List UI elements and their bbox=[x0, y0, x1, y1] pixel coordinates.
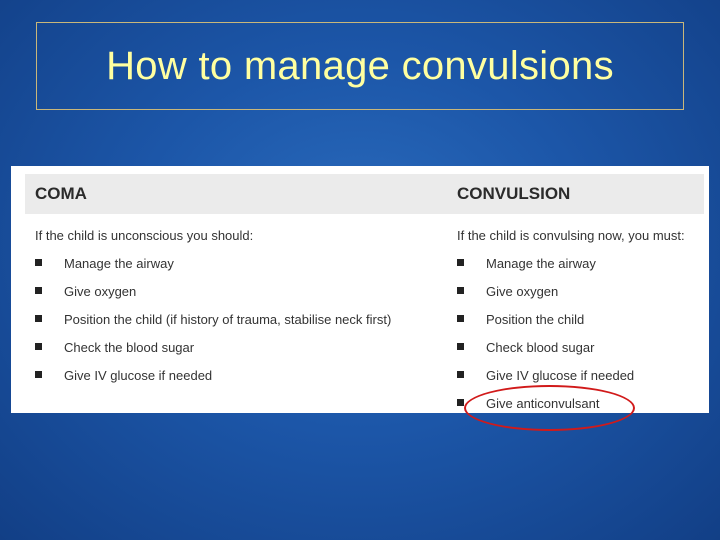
bullet-icon bbox=[457, 343, 464, 350]
highlight-circle bbox=[464, 385, 635, 431]
list-item bbox=[35, 312, 392, 340]
bullet-icon bbox=[457, 371, 464, 378]
list-item-text: Give anticonvulsant bbox=[486, 396, 600, 411]
bullet-icon bbox=[457, 287, 464, 294]
list-item-text: Position the child bbox=[486, 312, 585, 327]
slide-title: How to manage convulsions bbox=[106, 43, 614, 88]
list-item bbox=[457, 284, 685, 312]
coma-column bbox=[35, 174, 392, 396]
bullet-icon bbox=[35, 315, 42, 322]
list-item-text: Give IV glucose if needed bbox=[64, 368, 213, 383]
list-item bbox=[457, 256, 685, 284]
list-item-text: Check the blood sugar bbox=[64, 340, 195, 355]
list-item-text: Position the child (if history of trauma, stabilise neck first) bbox=[64, 312, 392, 327]
title-box bbox=[36, 22, 684, 110]
list-item-text: Give IV glucose if needed bbox=[486, 368, 635, 383]
list-item bbox=[35, 368, 253, 396]
convulsion-intro: If the child is convulsing now, you must: bbox=[457, 228, 685, 243]
bullet-icon bbox=[457, 399, 464, 406]
bullet-icon bbox=[35, 259, 42, 266]
list-item bbox=[35, 284, 253, 312]
bullet-icon bbox=[35, 287, 42, 294]
convulsion-heading: CONVULSION bbox=[457, 184, 571, 203]
bullet-icon bbox=[457, 259, 464, 266]
bullet-icon bbox=[35, 371, 42, 378]
bullet-icon bbox=[457, 315, 464, 322]
list-item-text: Give oxygen bbox=[486, 284, 559, 299]
coma-list bbox=[35, 256, 392, 396]
list-item-text: Give oxygen bbox=[64, 284, 137, 299]
list-item bbox=[457, 312, 685, 340]
list-item-text: Manage the airway bbox=[486, 256, 596, 271]
list-item-text: Check blood sugar bbox=[486, 340, 595, 355]
list-item-text: Manage the airway bbox=[64, 256, 174, 271]
coma-heading: COMA bbox=[35, 184, 87, 203]
list-item bbox=[35, 340, 253, 368]
coma-intro: If the child is unconscious you should: bbox=[35, 228, 254, 243]
list-item bbox=[35, 256, 253, 284]
list-item bbox=[457, 340, 685, 368]
bullet-icon bbox=[35, 343, 42, 350]
content-panel bbox=[11, 166, 709, 413]
